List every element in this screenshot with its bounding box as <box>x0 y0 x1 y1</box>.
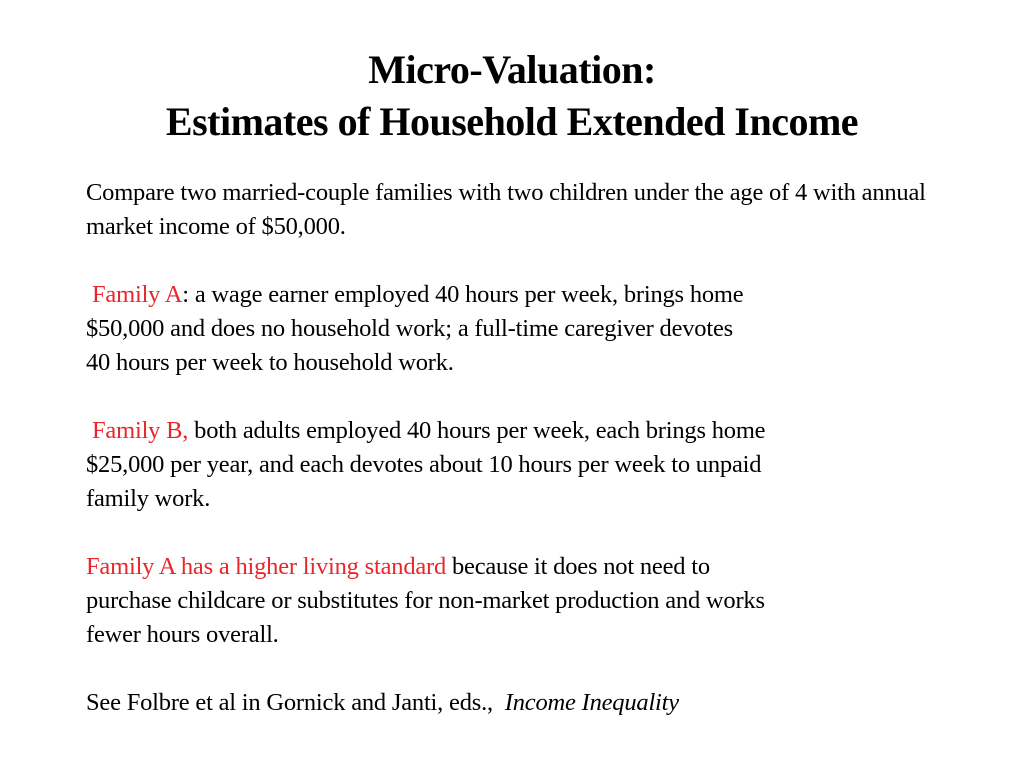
family-a-paragraph <box>86 278 986 380</box>
family-a-text-3: 40 hours per week to household work. <box>86 349 454 376</box>
conclusion-text-1: because it does not need to <box>446 553 710 580</box>
family-b-text-1: both adults employed 40 hours per week, each brings home <box>188 417 766 444</box>
title-line-2: Estimates of Household Extended Income <box>165 99 859 144</box>
family-b-label: Family B, <box>92 417 189 444</box>
conclusion-highlight: Family A has a higher living standard <box>86 553 447 580</box>
family-a-text-1: : a wage earner employed 40 hours per week, brings home <box>182 281 744 308</box>
family-b-text-3: family work. <box>86 485 211 512</box>
title-line-1: Micro-Valuation: <box>368 47 656 92</box>
slide-title <box>0 44 1024 148</box>
family-a-text-2: $50,000 and does no household work; a full-time caregiver devotes <box>86 315 733 342</box>
citation-text: See Folbre et al in Gornick and Janti, eds., <box>86 689 505 716</box>
conclusion-text-3: fewer hours overall. <box>86 621 279 648</box>
slide-body <box>86 176 986 720</box>
family-a-label: Family A <box>92 281 183 308</box>
family-b-paragraph <box>86 414 986 516</box>
citation-book-title: Income Inequality <box>504 689 679 716</box>
intro-paragraph: Compare two married-couple families with two children under the age of 4 with annual market income of $50,000. <box>86 179 926 240</box>
citation <box>86 686 986 720</box>
conclusion-text-2: purchase childcare or substitutes for non-market production and works <box>86 587 765 614</box>
conclusion-paragraph <box>86 550 986 652</box>
family-b-text-2: $25,000 per year, and each devotes about 10 hours per week to unpaid <box>86 451 762 478</box>
